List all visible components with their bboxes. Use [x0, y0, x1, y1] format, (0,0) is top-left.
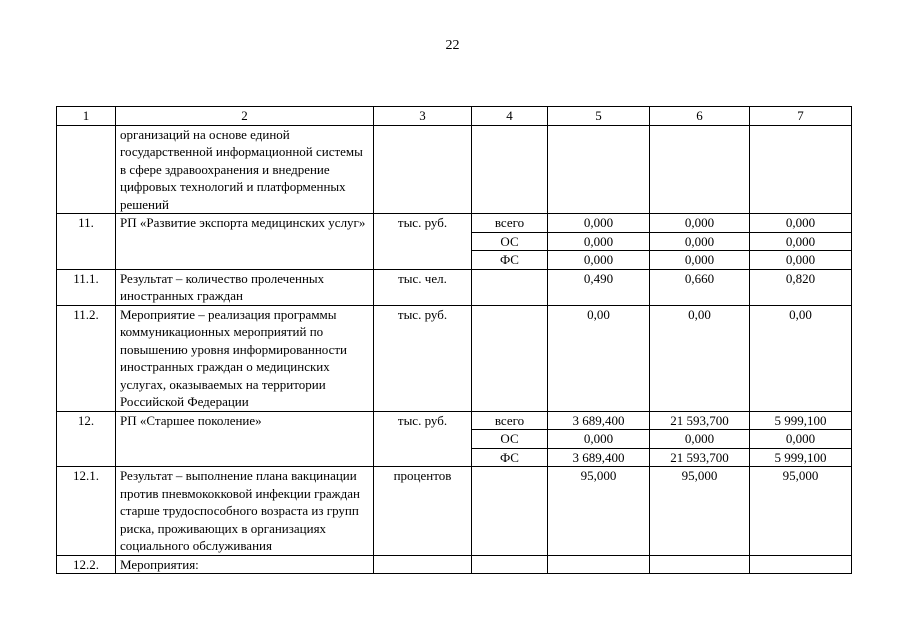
- row-value-5: 3 689,400: [548, 448, 650, 467]
- row-unit: тыс. руб.: [374, 305, 472, 411]
- row-source: ФС: [472, 448, 548, 467]
- row-title: Результат – выполнение плана вакцинации против пневмококковой инфекции граждан старше трудоспособного возраста из групп риска, проживающих в организациях социального обслуживания: [116, 467, 374, 556]
- row-source: [472, 269, 548, 305]
- row-number: 11.2.: [57, 305, 116, 411]
- row-value-7: 0,000: [750, 232, 852, 251]
- row-unit: [374, 125, 472, 214]
- row-unit: тыс. чел.: [374, 269, 472, 305]
- row-value-6: 0,000: [650, 214, 750, 233]
- row-source: ОС: [472, 430, 548, 449]
- table-row: [57, 467, 852, 556]
- row-title: Мероприятие – реализация программы коммуникационных мероприятий по повышению уровня информированности иностранных граждан о медицинских услугах, оказываемых на территории Российской Федерации: [116, 305, 374, 411]
- header-cell-2: 2: [116, 107, 374, 126]
- row-source: ОС: [472, 232, 548, 251]
- row-value-5: 0,490: [548, 269, 650, 305]
- row-value-7: 0,00: [750, 305, 852, 411]
- row-value-5: 0,00: [548, 305, 650, 411]
- row-value-5: 0,000: [548, 214, 650, 233]
- row-unit: тыс. руб.: [374, 411, 472, 467]
- row-title: Мероприятия:: [116, 555, 374, 574]
- header-cell-1: 1: [57, 107, 116, 126]
- row-value-7: 5 999,100: [750, 411, 852, 430]
- table-row: [57, 125, 852, 214]
- table-row: [57, 555, 852, 574]
- row-value-6: 0,660: [650, 269, 750, 305]
- row-value-7: 95,000: [750, 467, 852, 556]
- row-number: 11.: [57, 214, 116, 270]
- row-value-6: 95,000: [650, 467, 750, 556]
- row-source: [472, 305, 548, 411]
- row-value-6: 21 593,700: [650, 448, 750, 467]
- header-row: [57, 107, 852, 126]
- header-cell-7: 7: [750, 107, 852, 126]
- row-source: [472, 555, 548, 574]
- row-value-7: 5 999,100: [750, 448, 852, 467]
- row-value-5: [548, 125, 650, 214]
- header-cell-4: 4: [472, 107, 548, 126]
- row-value-6: 0,000: [650, 232, 750, 251]
- row-unit: [374, 555, 472, 574]
- table-row: [57, 214, 852, 233]
- page-number: 22: [445, 38, 460, 53]
- row-number: 11.1.: [57, 269, 116, 305]
- row-value-6: [650, 555, 750, 574]
- row-value-6: 0,00: [650, 305, 750, 411]
- row-value-6: 21 593,700: [650, 411, 750, 430]
- header-cell-5: 5: [548, 107, 650, 126]
- row-value-7: [750, 555, 852, 574]
- row-value-5: 95,000: [548, 467, 650, 556]
- row-number: 12.2.: [57, 555, 116, 574]
- row-source: всего: [472, 411, 548, 430]
- row-unit: тыс. руб.: [374, 214, 472, 270]
- table-row: [57, 305, 852, 411]
- row-source: ФС: [472, 251, 548, 270]
- header-cell-6: 6: [650, 107, 750, 126]
- row-value-7: 0,000: [750, 430, 852, 449]
- row-value-5: 3 689,400: [548, 411, 650, 430]
- row-value-6: 0,000: [650, 251, 750, 270]
- row-value-6: 0,000: [650, 430, 750, 449]
- row-source: всего: [472, 214, 548, 233]
- table-row: [57, 411, 852, 430]
- row-value-7: 0,820: [750, 269, 852, 305]
- row-number: 12.: [57, 411, 116, 467]
- row-value-5: 0,000: [548, 232, 650, 251]
- row-source: [472, 125, 548, 214]
- row-value-5: 0,000: [548, 251, 650, 270]
- row-title: РП «Старшее поколение»: [116, 411, 374, 467]
- table-row: [57, 269, 852, 305]
- row-number: [57, 125, 116, 214]
- row-title: РП «Развитие экспорта медицинских услуг»: [116, 214, 374, 270]
- row-value-6: [650, 125, 750, 214]
- header-cell-3: 3: [374, 107, 472, 126]
- row-value-7: 0,000: [750, 251, 852, 270]
- row-title: Результат – количество пролеченных иностранных граждан: [116, 269, 374, 305]
- row-value-5: [548, 555, 650, 574]
- row-source: [472, 467, 548, 556]
- row-value-7: [750, 125, 852, 214]
- row-title: организаций на основе единой государственной информационной системы в сфере здравоохранения и внедрение цифровых технологий и платформенных решений: [116, 125, 374, 214]
- budget-table: [56, 106, 852, 574]
- row-value-5: 0,000: [548, 430, 650, 449]
- row-unit: процентов: [374, 467, 472, 556]
- row-value-7: 0,000: [750, 214, 852, 233]
- row-number: 12.1.: [57, 467, 116, 556]
